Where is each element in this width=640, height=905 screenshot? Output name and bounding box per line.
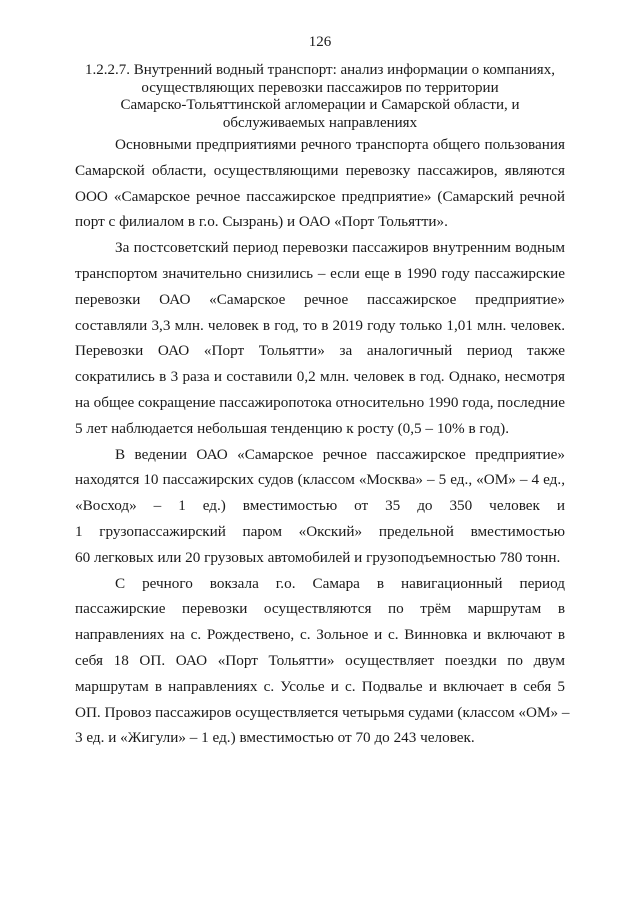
text-line: Самарской области, осуществляющими перевозку пассажиров, являются xyxy=(75,161,565,179)
text-line: составляли 3,3 млн. человек в год, то в 2019 году только 1,01 млн. человек. xyxy=(75,316,565,334)
text-line: порт с филиалом в г.о. Сызрань) и ОАО «Порт Тольятти». xyxy=(75,213,448,231)
paragraph-fleet xyxy=(75,442,565,571)
paragraph-routes xyxy=(75,571,570,752)
text-line: 5 лет наблюдается небольшая тенденцию к росту (0,5 – 10% в год). xyxy=(75,419,510,437)
text-line: С речного вокзала г.о. Самара в навигационный период xyxy=(115,574,565,592)
text-line: на общее сокращение пассажиропотока относительно 1990 года, последние xyxy=(75,393,565,411)
text-line: находятся 10 пассажирских судов (классом «Москва» – 5 ед., «ОМ» – 4 ед., xyxy=(75,471,565,489)
text-line: ОП. Провоз пассажиров осуществляется четырьмя судами (классом «ОМ» – xyxy=(75,703,570,721)
text-line: сократились в 3 раза и составили 0,2 млн. человек в год. Однако, несмотря xyxy=(75,368,565,386)
text-line: 1 грузопассажирский паром «Окский» предельной вместимостью xyxy=(75,522,565,540)
paragraph-passenger-decline xyxy=(75,235,565,441)
heading-line: Самарско-Тольяттинской агломерации и Самарской области, и xyxy=(120,97,520,113)
text-line: маршрутам в направлениях с. Усолье и с. Подвалье и включает в себя 5 xyxy=(75,677,565,695)
text-line: Перевозки ОАО «Порт Тольятти» за аналогичный период также xyxy=(75,342,565,360)
heading-line: осуществляющих перевозки пассажиров по территории xyxy=(141,79,499,96)
text-line: транспортом значительно снизились – если еще в 1990 году пассажирские xyxy=(75,264,565,282)
text-line: пассажирские перевозки осуществляются по трём маршрутам в xyxy=(75,600,565,618)
text-line: себя 18 ОП. ОАО «Порт Тольятти» осуществляет поездки по двум xyxy=(75,651,565,669)
body-text xyxy=(75,132,570,751)
text-line: В ведении ОАО «Самарское речное пассажирское предприятие» xyxy=(115,445,565,463)
page-number: 126 xyxy=(308,34,332,50)
section-heading xyxy=(72,62,568,132)
paragraph-operators xyxy=(75,132,565,235)
heading-line: обслуживаемых направлениях xyxy=(222,114,418,131)
text-line: Основными предприятиями речного транспорта общего пользования xyxy=(115,136,565,153)
heading-line: 1.2.2.7. Внутренний водный транспорт: анализ информации о компаниях, xyxy=(85,62,555,78)
text-line: «Восход» – 1 ед.) вместимостью от 35 до 350 человек и xyxy=(75,497,565,515)
text-line: направлениях на с. Рождествено, с. Зольное и с. Винновка и включают в xyxy=(75,626,565,644)
text-line: 3 ед. и «Жигули» – 1 ед.) вместимостью от 70 до 243 человек. xyxy=(75,729,475,747)
text-line: ООО «Самарское речное пассажирское предприятие» (Самарский речной xyxy=(75,187,565,205)
text-line: 60 легковых или 20 грузовых автомобилей и грузоподъемностью 780 тонн. xyxy=(75,548,561,566)
text-line: За постсоветский период перевозки пассажиров внутренним водным xyxy=(115,239,565,257)
text-line: перевозки ОАО «Самарское речное пассажирское предприятие» xyxy=(75,290,565,308)
